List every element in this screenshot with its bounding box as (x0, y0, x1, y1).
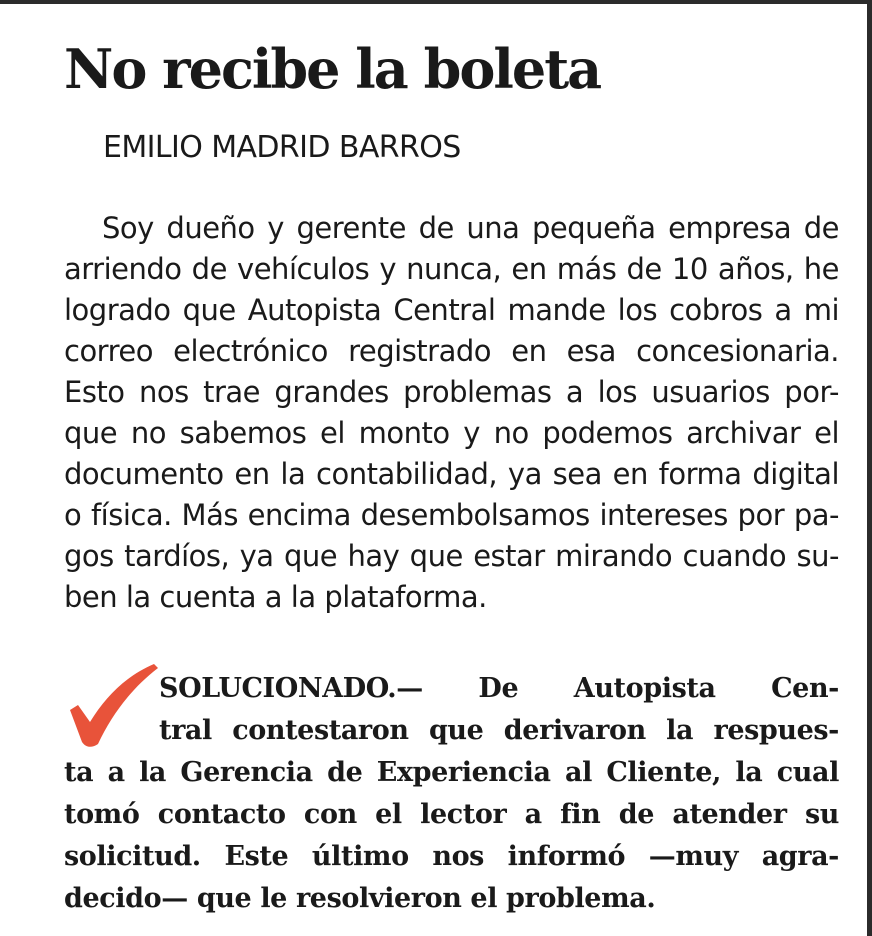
letter-line: o física. Más encima desembolsamos intereses por pa- (64, 498, 839, 532)
response-line: tral contestaron que derivaron la respues- (159, 715, 839, 746)
letter-line: ben la cuenta a la plataforma. (64, 580, 487, 614)
response-line: decido— que le resolvieron el problema. (64, 883, 656, 914)
response-line: solicitud. Este último nos informó —muy agra- (64, 841, 839, 872)
top-border (0, 0, 872, 4)
author-byline: EMILIO MADRID BARROS (103, 130, 461, 165)
letter-body (64, 208, 839, 618)
letter-line: logrado que Autopista Central mande los cobros a mi (64, 293, 839, 327)
response-line: SOLUCIONADO.— De Autopista Cen- (159, 673, 839, 704)
response-body (64, 668, 839, 920)
right-border (867, 0, 872, 936)
headline: No recibe la boleta (64, 37, 601, 101)
response-line: tomó contacto con el lector a fin de atender su (64, 799, 839, 830)
letter-line: gos tardíos, ya que hay que estar mirando cuando su- (64, 539, 839, 573)
letter-line: arriendo de vehículos y nunca, en más de 10 años, he (64, 252, 839, 286)
response-line: ta a la Gerencia de Experiencia al Cliente, la cual (64, 757, 839, 788)
letter-line: documento en la contabilidad, ya sea en forma digital (64, 457, 839, 491)
letter-line: Esto nos trae grandes problemas a los usuarios por- (64, 375, 839, 409)
letter-line: correo electrónico registrado en esa concesionaria. (64, 334, 839, 368)
letter-line: que no sabemos el monto y no podemos archivar el (64, 416, 839, 450)
letter-line: Soy dueño y gerente de una pequeña empresa de (102, 211, 839, 245)
